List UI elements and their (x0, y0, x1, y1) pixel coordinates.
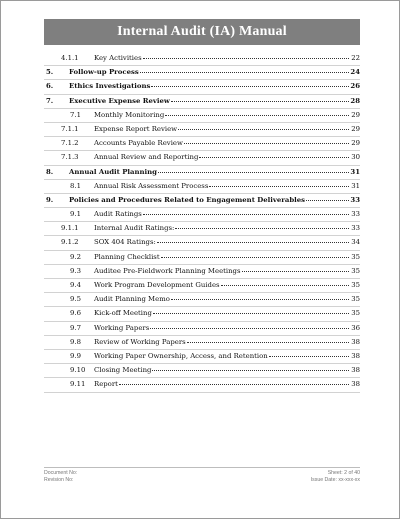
toc-page-number: 26 (350, 82, 360, 91)
toc-page-number: 30 (351, 153, 360, 162)
toc-entry-title[interactable]: Executive Expense Review (69, 96, 170, 105)
toc-entry[interactable] (44, 364, 360, 378)
toc-dot-leader (153, 313, 349, 314)
toc-entry[interactable] (44, 137, 360, 151)
toc-dot-leader (157, 242, 349, 243)
toc-page-number: 31 (351, 181, 360, 190)
toc-dot-leader (184, 143, 349, 144)
toc-dot-leader (119, 384, 349, 385)
toc-entry-title[interactable]: Auditee Pre-Fieldwork Planning Meetings (94, 266, 241, 275)
toc-dot-leader (171, 101, 349, 102)
toc-entry-title[interactable]: Annual Audit Planning (69, 167, 157, 176)
toc-page-number: 33 (351, 224, 360, 233)
toc-entry-title[interactable]: Closing Meeting (94, 366, 152, 375)
toc-page-number: 35 (351, 252, 360, 261)
toc-entry-title[interactable]: Annual Risk Assessment Process (94, 181, 209, 190)
toc-dot-leader (187, 342, 349, 343)
toc-page-number: 35 (351, 295, 360, 304)
toc-dot-leader (221, 285, 349, 286)
toc-entry-title[interactable]: Key Activities (94, 54, 142, 62)
toc-entry-number: 7. (46, 96, 54, 105)
toc-entry-number: 7.1.1 (61, 124, 79, 133)
toc-page-number: 28 (350, 96, 360, 105)
toc-dot-leader (175, 228, 349, 229)
toc-entry[interactable] (44, 151, 360, 165)
toc-entry-number: 9.7 (70, 323, 81, 332)
toc-entry-title[interactable]: Audit Planning Memo (94, 295, 170, 304)
toc-dot-leader (269, 356, 349, 357)
toc-entry-number: 4.1.1 (61, 54, 79, 62)
toc-entry[interactable] (44, 208, 360, 222)
toc-dot-leader (140, 72, 349, 73)
toc-dot-leader (306, 200, 349, 201)
document-number-label: Document No: (44, 470, 78, 476)
toc-page-number: 33 (351, 210, 360, 219)
toc-entry-title[interactable]: Accounts Payable Review (94, 139, 183, 148)
toc-entry[interactable] (44, 236, 360, 250)
toc-entry-number: 9.1 (70, 210, 81, 219)
toc-entry-number: 9.10 (70, 366, 86, 375)
toc-entry-number: 8. (46, 167, 54, 176)
issue-date: Issue Date: xx-xxx-xx (310, 477, 360, 483)
toc-entry-number: 6. (46, 82, 54, 91)
toc-page-number: 36 (351, 323, 360, 332)
toc-entry-title[interactable]: Ethics Investigations (69, 82, 151, 91)
toc-entry[interactable] (44, 378, 360, 392)
toc-dot-leader (165, 115, 349, 116)
toc-entry-title[interactable]: SOX 404 Ratings: (94, 238, 156, 247)
revision-number-label: Revision No: (44, 477, 74, 483)
toc-entry-number: 9.11 (70, 380, 86, 389)
toc-entry[interactable] (44, 66, 360, 80)
toc-page-number: 38 (351, 351, 360, 360)
toc-dot-leader (209, 186, 349, 187)
toc-entry[interactable] (44, 307, 360, 321)
toc-entry-title[interactable]: Working Paper Ownership, Access, and Retention (94, 351, 268, 360)
toc-entry[interactable] (44, 80, 360, 94)
toc-entry-title[interactable]: Expense Report Review (94, 124, 178, 133)
toc-entry-number: 9.5 (70, 295, 81, 304)
toc-dot-leader (143, 58, 349, 59)
toc-entry-number: 5. (46, 68, 54, 77)
toc-entry[interactable] (44, 350, 360, 364)
toc-dot-leader (150, 328, 349, 329)
toc-dot-leader (161, 257, 349, 258)
toc-page-number: 29 (351, 110, 360, 119)
toc-page-number: 35 (351, 266, 360, 275)
toc-entry-title[interactable]: Monthly Monitoring (94, 110, 165, 119)
manual-title: Internal Audit (IA) Manual (117, 24, 287, 39)
toc-page-number: 38 (351, 366, 360, 375)
toc-entry-number: 9.2 (70, 252, 81, 261)
toc-entry[interactable] (44, 322, 360, 336)
toc-page-number: 34 (351, 238, 360, 247)
toc-entry[interactable] (44, 52, 360, 66)
toc-entry[interactable] (44, 222, 360, 236)
toc-dot-leader (152, 370, 349, 371)
toc-entry[interactable] (44, 279, 360, 293)
toc-entry[interactable] (44, 95, 360, 109)
toc-entry[interactable] (44, 166, 360, 180)
toc-dot-leader (171, 299, 349, 300)
toc-entry-title[interactable]: Planning Checklist (94, 252, 160, 261)
toc-entry-number: 9.1.1 (61, 224, 79, 233)
toc-entry[interactable] (44, 180, 360, 194)
toc-page-number: 29 (351, 124, 360, 133)
toc-dot-leader (242, 271, 349, 272)
toc-entry-title[interactable]: Follow-up Process (69, 68, 139, 77)
toc-dot-leader (143, 214, 349, 215)
toc-page-number: 35 (351, 281, 360, 289)
toc-dot-leader (158, 172, 349, 173)
toc-entry-title[interactable]: Kick-off Meeting (94, 309, 152, 318)
toc-entry-number: 7.1 (70, 110, 81, 119)
toc-entry-number: 9.4 (70, 281, 81, 289)
toc-dot-leader (199, 157, 349, 158)
toc-dot-leader (151, 86, 349, 87)
toc-entry-number: 9.8 (70, 337, 81, 346)
toc-entry-number: 7.1.3 (61, 153, 79, 162)
table-of-contents (44, 52, 360, 393)
toc-entry-number: 9.9 (70, 351, 81, 360)
toc-entry-number: 7.1.2 (61, 139, 79, 148)
toc-entry-title[interactable]: Internal Audit Ratings: (94, 224, 175, 233)
toc-entry-title[interactable]: Review of Working Papers (94, 337, 186, 346)
toc-page-number: 38 (351, 337, 360, 346)
toc-entry-number: 9. (46, 195, 54, 204)
toc-entry[interactable] (44, 293, 360, 307)
toc-entry-title[interactable]: Working Papers (94, 323, 150, 332)
toc-entry-number: 9.1.2 (61, 238, 79, 247)
toc-page-number: 29 (351, 139, 360, 148)
toc-entry-number: 9.3 (70, 266, 81, 275)
toc-entry[interactable] (44, 265, 360, 279)
toc-entry-title[interactable]: Audit Ratings (94, 210, 142, 219)
toc-entry-number: 9.6 (70, 309, 81, 318)
toc-entry-number: 8.1 (70, 181, 81, 190)
page-footer (44, 467, 360, 484)
toc-page-number: 22 (351, 54, 360, 62)
toc-entry[interactable] (44, 123, 360, 137)
toc-entry[interactable] (44, 251, 360, 265)
toc-page-number: 35 (351, 309, 360, 318)
toc-entry-title[interactable]: Policies and Procedures Related to Engagement Deliverables (69, 195, 306, 204)
toc-page-number: 24 (350, 68, 360, 77)
sheet-number: Sheet: 2 of 40 (327, 470, 360, 476)
toc-page-number: 31 (350, 167, 360, 176)
toc-page-number: 33 (350, 195, 360, 204)
toc-page-number: 38 (351, 380, 360, 389)
toc-entry[interactable] (44, 336, 360, 350)
toc-entry[interactable] (44, 194, 360, 208)
toc-entry-title[interactable]: Report (94, 380, 118, 389)
toc-entry[interactable] (44, 109, 360, 123)
toc-entry-title[interactable]: Work Program Development Guides (94, 281, 220, 289)
manual-title-banner (44, 19, 360, 45)
toc-dot-leader (178, 129, 349, 130)
toc-entry-title[interactable]: Annual Review and Reporting (94, 153, 199, 162)
